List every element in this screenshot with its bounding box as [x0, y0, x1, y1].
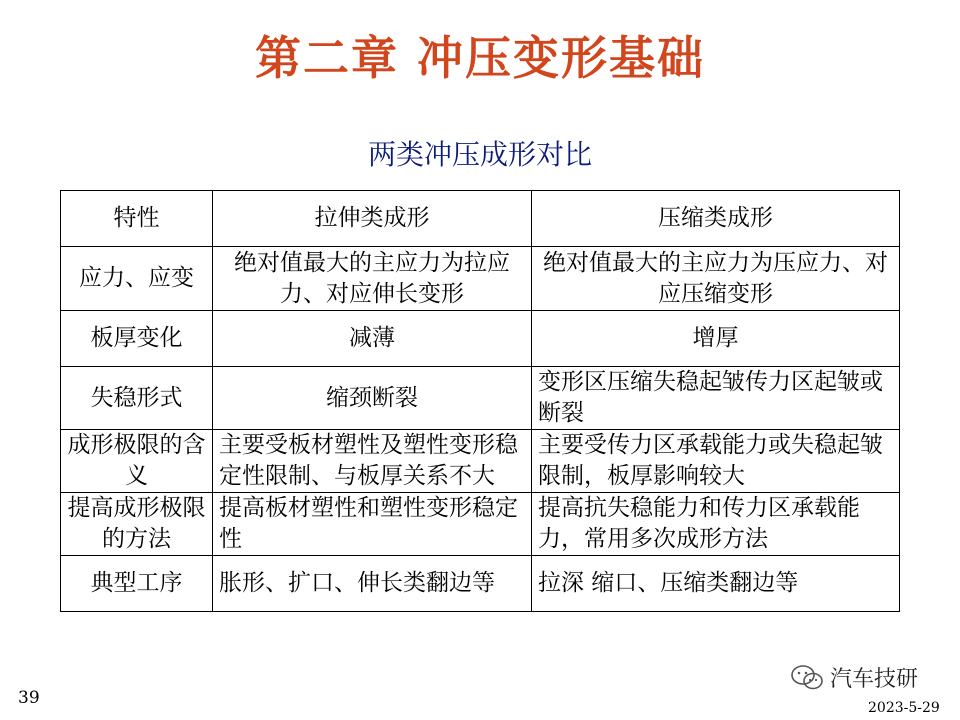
- header-stretch-forming: 拉伸类成形: [213, 191, 532, 247]
- row-label-limit-meaning: 成形极限的含义: [61, 430, 213, 493]
- table-caption: 两类冲压成形对比: [367, 138, 592, 171]
- row-label-typical-process: 典型工序: [61, 556, 213, 612]
- row-label-improve-methods: 提高成形极限的方法: [61, 493, 213, 556]
- header-compression-forming: 压缩类成形: [532, 191, 900, 247]
- table-row: [61, 556, 900, 612]
- watermark-text: 汽车技研: [830, 667, 919, 692]
- table-header-row: [61, 191, 900, 247]
- table-row: [61, 367, 900, 430]
- cell-stretch-limit-meaning: 主要受板材塑性及塑性变形稳定性限制、与板厚关系不大: [213, 430, 532, 493]
- table-row: [61, 247, 900, 311]
- cell-compression-thickness: 增厚: [532, 311, 900, 367]
- cell-stretch-improve-methods: 提高板材塑性和塑性变形稳定性: [213, 493, 532, 556]
- slide-date: 2023-5-29: [868, 700, 940, 716]
- row-label-stress-strain: 应力、应变: [61, 247, 213, 311]
- cell-stretch-stress: 绝对值最大的主应力为拉应力、对应伸长变形: [213, 247, 532, 311]
- cell-stretch-instability: 缩颈断裂: [213, 367, 532, 430]
- row-label-instability: 失稳形式: [61, 367, 213, 430]
- cell-compression-typical-process: 拉深 缩口、压缩类翻边等: [532, 556, 900, 612]
- comparison-table: [60, 190, 900, 612]
- cell-stretch-typical-process: 胀形、扩口、伸长类翻边等: [213, 556, 532, 612]
- watermark: [790, 662, 918, 693]
- header-property: 特性: [61, 191, 213, 247]
- row-label-thickness: 板厚变化: [61, 311, 213, 367]
- table-row: [61, 430, 900, 493]
- slide-title: 第二章 冲压变形基础: [254, 31, 705, 85]
- cell-compression-limit-meaning: 主要受传力区承载能力或失稳起皱限制，板厚影响较大: [532, 430, 900, 493]
- page-number: 39: [18, 688, 40, 708]
- cell-compression-instability: 变形区压缩失稳起皱传力区起皱或断裂: [532, 367, 900, 430]
- wechat-icon: [790, 664, 824, 692]
- cell-compression-stress: 绝对值最大的主应力为压应力、对应压缩变形: [532, 247, 900, 311]
- cell-compression-improve-methods: 提高抗失稳能力和传力区承载能力，常用多次成形方法: [532, 493, 900, 556]
- cell-stretch-thickness: 减薄: [213, 311, 532, 367]
- table-row: [61, 311, 900, 367]
- table-row: [61, 493, 900, 556]
